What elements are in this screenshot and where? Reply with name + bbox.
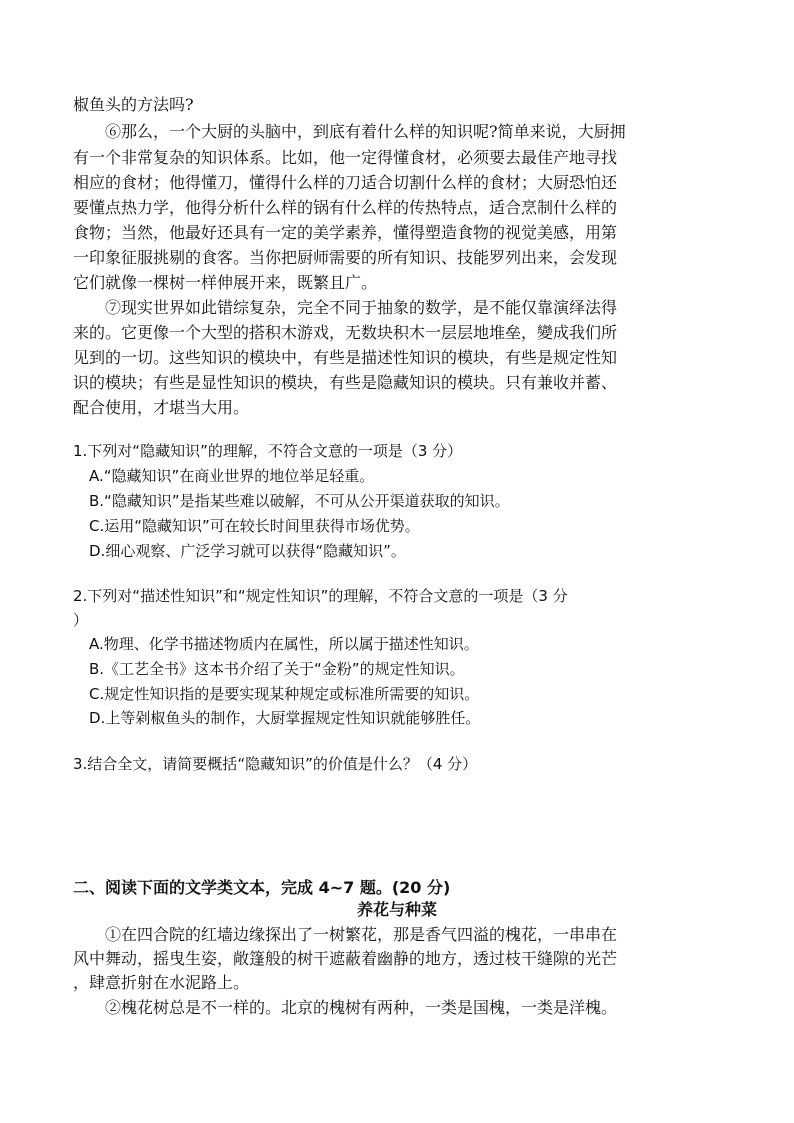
passage-line: 配合使用，才堪当大用。 (73, 398, 250, 417)
passage-line: 相应的食材；他得懂刀，懂得什么样的刀适合切割什么样的食材；大厨恐怕还 (73, 173, 618, 192)
question-1-option-c: C.运用“隐藏知识”可在较长时间里获得市场优势。 (89, 517, 420, 535)
passage-line: 椒鱼头的方法吗? (73, 95, 194, 114)
passage-line: 见到的一切。这些知识的模块中，有些是描述性知识的模块，有些是规定性知 (73, 348, 618, 367)
passage-line: ⑥那么，一个大厨的头脑中，到底有着什么样的知识呢?简单来说，大厨拥 (105, 122, 626, 141)
passage-line: 它们就像一棵树一样伸展开来，既繁且广。 (73, 273, 378, 292)
question-2-stem: 2.下列对“描述性知识”和“规定性知识”的理解，不符合文意的一项是（3 分 (73, 587, 568, 605)
article-line: ②槐花树总是不一样的。北京的槐树有两种，一类是国槐，一类是洋槐。 (105, 998, 618, 1017)
article-line: ①在四合院的红墙边缘探出了一树繁花，那是香气四溢的槐花，一串串在 (105, 925, 618, 944)
question-1-option-a: A.“隐藏知识”在商业世界的地位举足轻重。 (89, 467, 375, 485)
passage-line: 识的模块；有些是显性知识的模块，有些是隐藏知识的模块。只有兼收并蓄、 (73, 373, 618, 392)
article-line: ，肆意折射在水泥路上。 (73, 973, 250, 992)
passage-line: 来的。它更像一个大型的搭积木游戏，无数块积木一层层地堆垒，變成我们所 (73, 323, 618, 342)
article-line: 风中舞动，摇曳生姿，敞篷般的树干遮蔽着幽静的地方，透过枝干缝隙的光芒 (73, 949, 618, 968)
question-1-option-b: B.“隐藏知识”是指某些难以破解，不可从公开渠道获取的知识。 (89, 492, 510, 510)
question-3-stem: 3.结合全文，请简要概括“隐藏知识”的价值是什么？（4 分） (73, 755, 478, 773)
question-2-option-b: B.《工艺全书》这本书介绍了关于“金粉”的规定性知识。 (89, 660, 465, 678)
passage-line: 有一个非常复杂的知识体系。比如，他一定得懂食材，必须要去最佳产地寻找 (73, 148, 618, 167)
passage-line: ⑦现实世界如此错综复杂，完全不同于抽象的数学，是不能仅靠演绎法得 (105, 298, 618, 317)
section-heading: 二、阅读下面的文学类文本，完成 4~7 题。(20 分) (73, 878, 451, 897)
passage-line: 食物；当然，他最好还具有一定的美学素养，懂得塑造食物的视觉美感，用第 (73, 223, 618, 242)
question-1-stem: 1.下列对“隐藏知识”的理解，不符合文意的一项是（3 分） (73, 442, 463, 460)
passage-line: 一印象征服挑剔的食客。当你把厨师需要的所有知识、技能罗列出来，会发现 (73, 248, 618, 267)
question-2-stem-continued: ） (73, 611, 89, 629)
passage-line: 要懂点热力学，他得分析什么样的锅有什么样的传热特点，适合烹制什么样的 (73, 198, 618, 217)
question-1-option-d: D.细心观察、广泛学习就可以获得“隐藏知识”。 (89, 542, 406, 560)
question-2-option-a: A.物理、化学书描述物质内在属性，所以属于描述性知识。 (89, 635, 479, 653)
question-2-option-c: C.规定性知识指的是要实现某种规定或标准所需要的知识。 (89, 685, 480, 703)
article-title: 养花与种菜 (356, 900, 437, 919)
question-2-option-d: D.上等剁椒鱼头的制作，大厨掌握规定性知识就能够胜任。 (89, 709, 481, 727)
